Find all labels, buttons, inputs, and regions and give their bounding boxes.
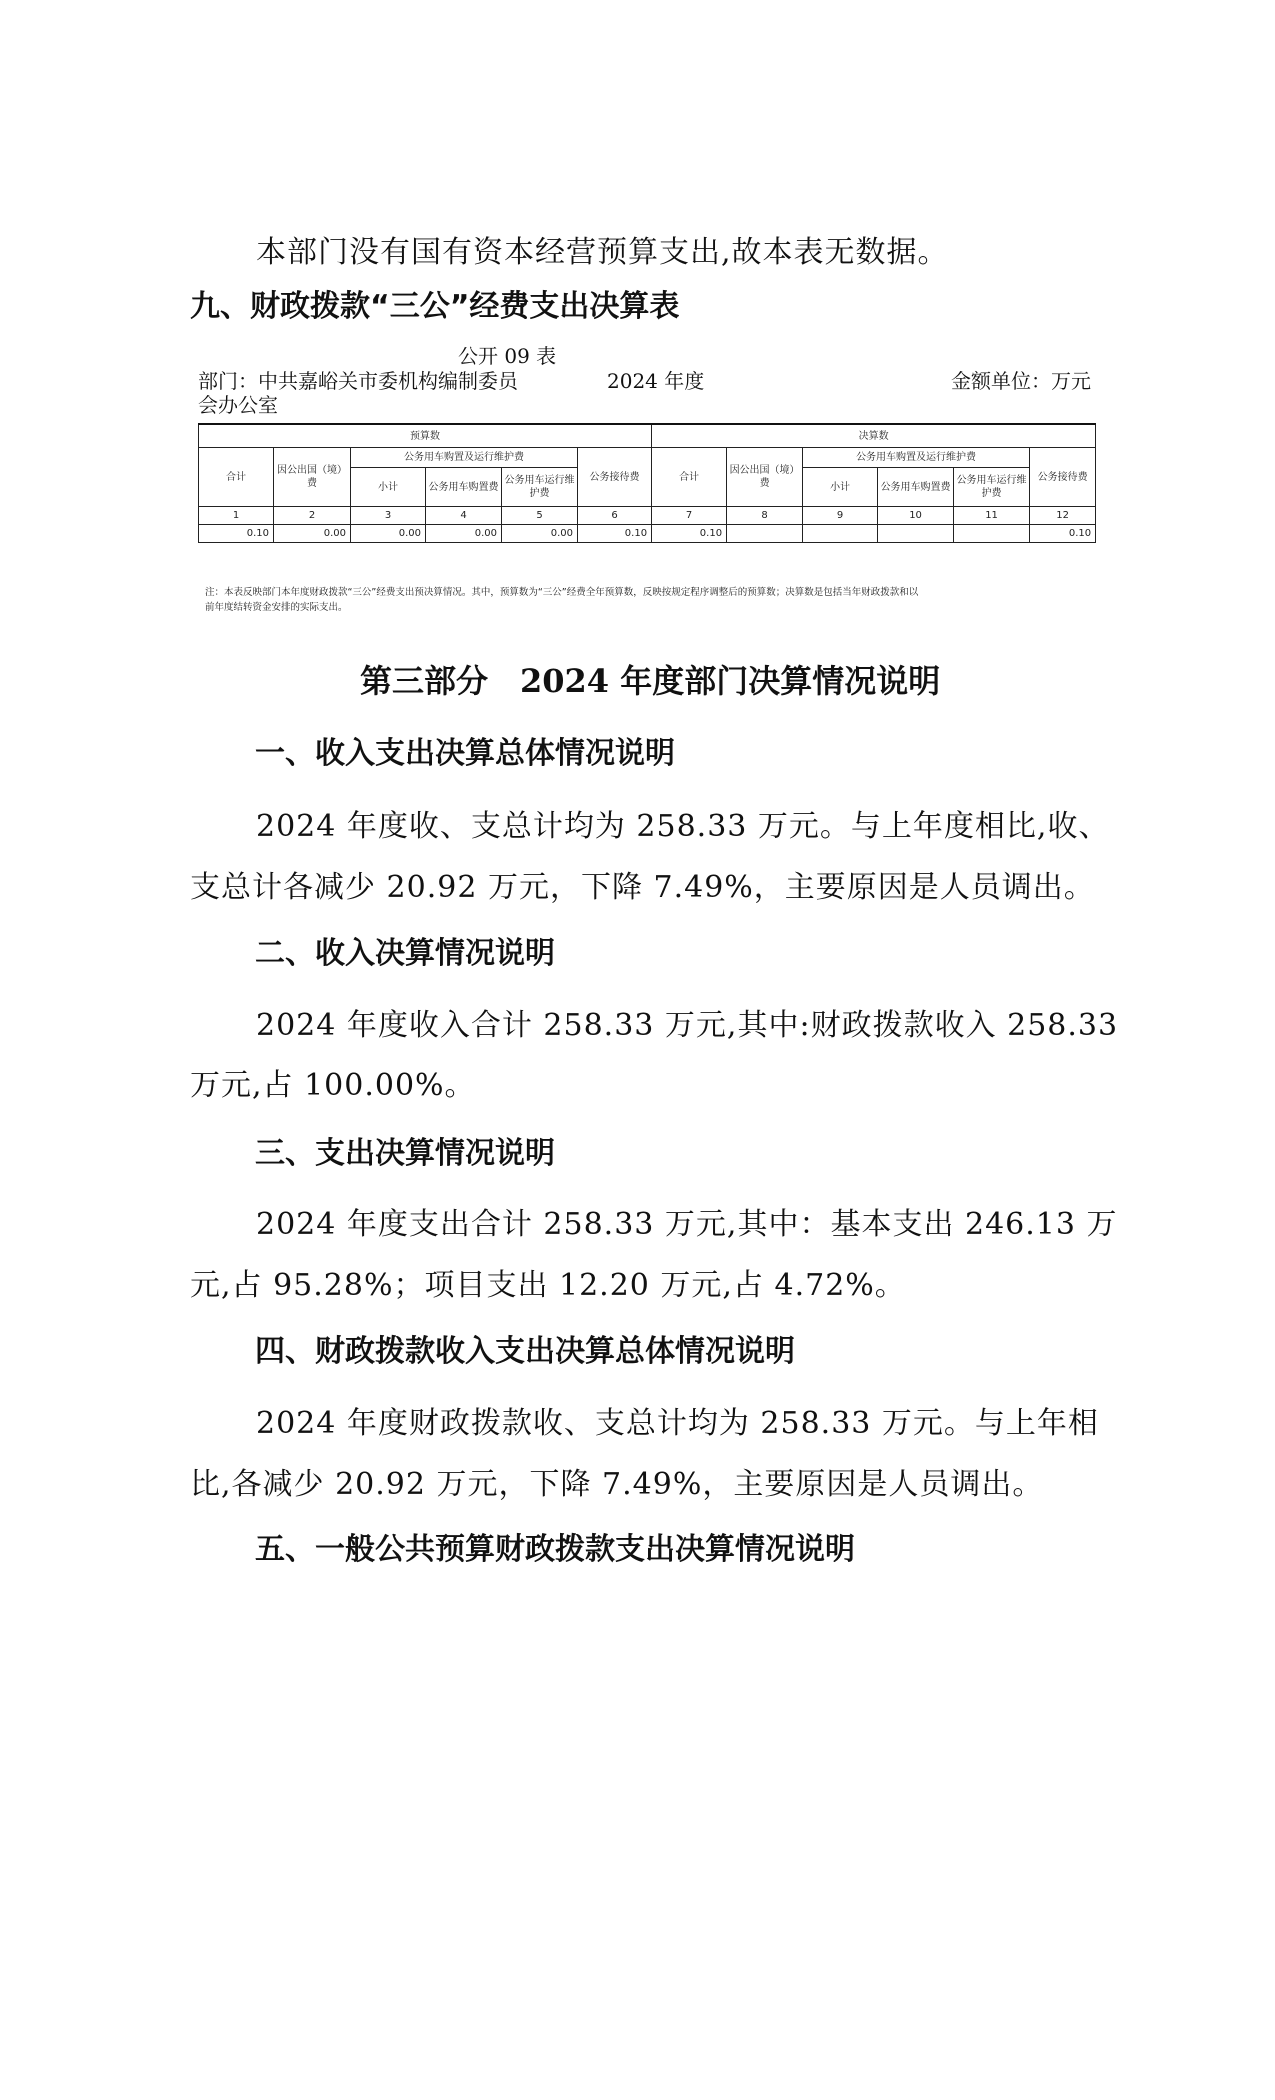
paragraph-2-line-2: 万元,占 100.00%。 — [190, 1068, 476, 1103]
value-cell — [727, 525, 803, 543]
intro-line: 本部门没有国有资本经营预算支出,故本表无数据。 — [256, 235, 949, 270]
budget-group-header: 预算数 — [199, 424, 652, 448]
col-number: 2 — [274, 507, 351, 525]
col-header-reception: 公务接待费 — [578, 448, 652, 507]
col-number: 9 — [803, 507, 878, 525]
col-number: 11 — [954, 507, 1030, 525]
value-cell — [878, 525, 954, 543]
table-note-line-2: 前年度结转资金安排的实际支出。 — [205, 602, 348, 613]
value-cell — [803, 525, 878, 543]
col-header-total: 合计 — [652, 448, 727, 507]
form-code: 公开 09 表 — [458, 344, 557, 368]
value-cell: 0.10 — [199, 525, 274, 543]
paragraph-1-line-2: 支总计各减少 20.92 万元，下降 7.49%，主要原因是人员调出。 — [190, 870, 1095, 905]
heading-5: 五、一般公共预算财政拨款支出决算情况说明 — [255, 1532, 855, 1567]
paragraph-4-line-1: 2024 年度财政拨款收、支总计均为 258.33 万元。与上年相 — [256, 1406, 1099, 1441]
heading-4: 四、财政拨款收入支出决算总体情况说明 — [255, 1334, 795, 1369]
col-number: 6 — [578, 507, 652, 525]
col-header-car-operation: 公务用车运行维护费 — [502, 468, 578, 507]
value-cell: 0.10 — [1030, 525, 1096, 543]
table-note-line-1: 注：本表反映部门本年度财政拨款“三公”经费支出预决算情况。其中，预算数为“三公”经费全年预算数，反映按规定程序调整后的预算数；决算数是包括当年财政拨款和以 — [205, 587, 919, 598]
col-header-car-purchase: 公务用车购置费 — [878, 468, 954, 507]
col-header-total: 合计 — [199, 448, 274, 507]
col-header-subtotal: 小计 — [351, 468, 426, 507]
department-line-2: 会办公室 — [198, 393, 278, 417]
col-number: 7 — [652, 507, 727, 525]
three-public-expenses-table — [198, 423, 1096, 543]
col-header-reception: 公务接待费 — [1030, 448, 1096, 507]
col-number: 1 — [199, 507, 274, 525]
actual-group-header: 决算数 — [652, 424, 1096, 448]
col-header-car-group: 公务用车购置及运行维护费 — [351, 448, 578, 468]
paragraph-3-line-1: 2024 年度支出合计 258.33 万元,其中：基本支出 246.13 万 — [256, 1207, 1118, 1242]
report-year: 2024 年度 — [607, 369, 705, 393]
value-cell: 0.00 — [351, 525, 426, 543]
section-9-title: 九、财政拨款“三公”经费支出决算表 — [190, 289, 680, 324]
col-header-subtotal: 小计 — [803, 468, 878, 507]
paragraph-2-line-1: 2024 年度收入合计 258.33 万元,其中:财政拨款收入 258.33 — [256, 1008, 1119, 1043]
value-cell: 0.10 — [578, 525, 652, 543]
part-3-title: 第三部分 2024 年度部门决算情况说明 — [360, 662, 941, 700]
col-number: 3 — [351, 507, 426, 525]
paragraph-3-line-2: 元,占 95.28%；项目支出 12.20 万元,占 4.72%。 — [190, 1268, 906, 1303]
col-header-car-group: 公务用车购置及运行维护费 — [803, 448, 1030, 468]
col-header-car-purchase: 公务用车购置费 — [426, 468, 502, 507]
value-cell: 0.00 — [502, 525, 578, 543]
col-number: 8 — [727, 507, 803, 525]
col-number: 5 — [502, 507, 578, 525]
heading-3: 三、支出决算情况说明 — [255, 1136, 555, 1171]
paragraph-1-line-1: 2024 年度收、支总计均为 258.33 万元。与上年度相比,收、 — [256, 809, 1110, 844]
col-number: 4 — [426, 507, 502, 525]
heading-2: 二、收入决算情况说明 — [255, 936, 555, 971]
value-cell: 0.00 — [426, 525, 502, 543]
col-number: 10 — [878, 507, 954, 525]
value-cell — [954, 525, 1030, 543]
col-number: 12 — [1030, 507, 1096, 525]
value-cell: 0.00 — [274, 525, 351, 543]
col-header-car-operation: 公务用车运行维护费 — [954, 468, 1030, 507]
department-line-1: 部门：中共嘉峪关市委机构编制委员 — [198, 369, 518, 393]
col-header-overseas: 因公出国（境）费 — [274, 448, 351, 507]
value-cell: 0.10 — [652, 525, 727, 543]
paragraph-4-line-2: 比,各减少 20.92 万元，下降 7.49%，主要原因是人员调出。 — [190, 1467, 1044, 1502]
col-header-overseas: 因公出国（境）费 — [727, 448, 803, 507]
amount-unit: 金额单位：万元 — [951, 369, 1091, 393]
heading-1: 一、收入支出决算总体情况说明 — [255, 736, 675, 771]
